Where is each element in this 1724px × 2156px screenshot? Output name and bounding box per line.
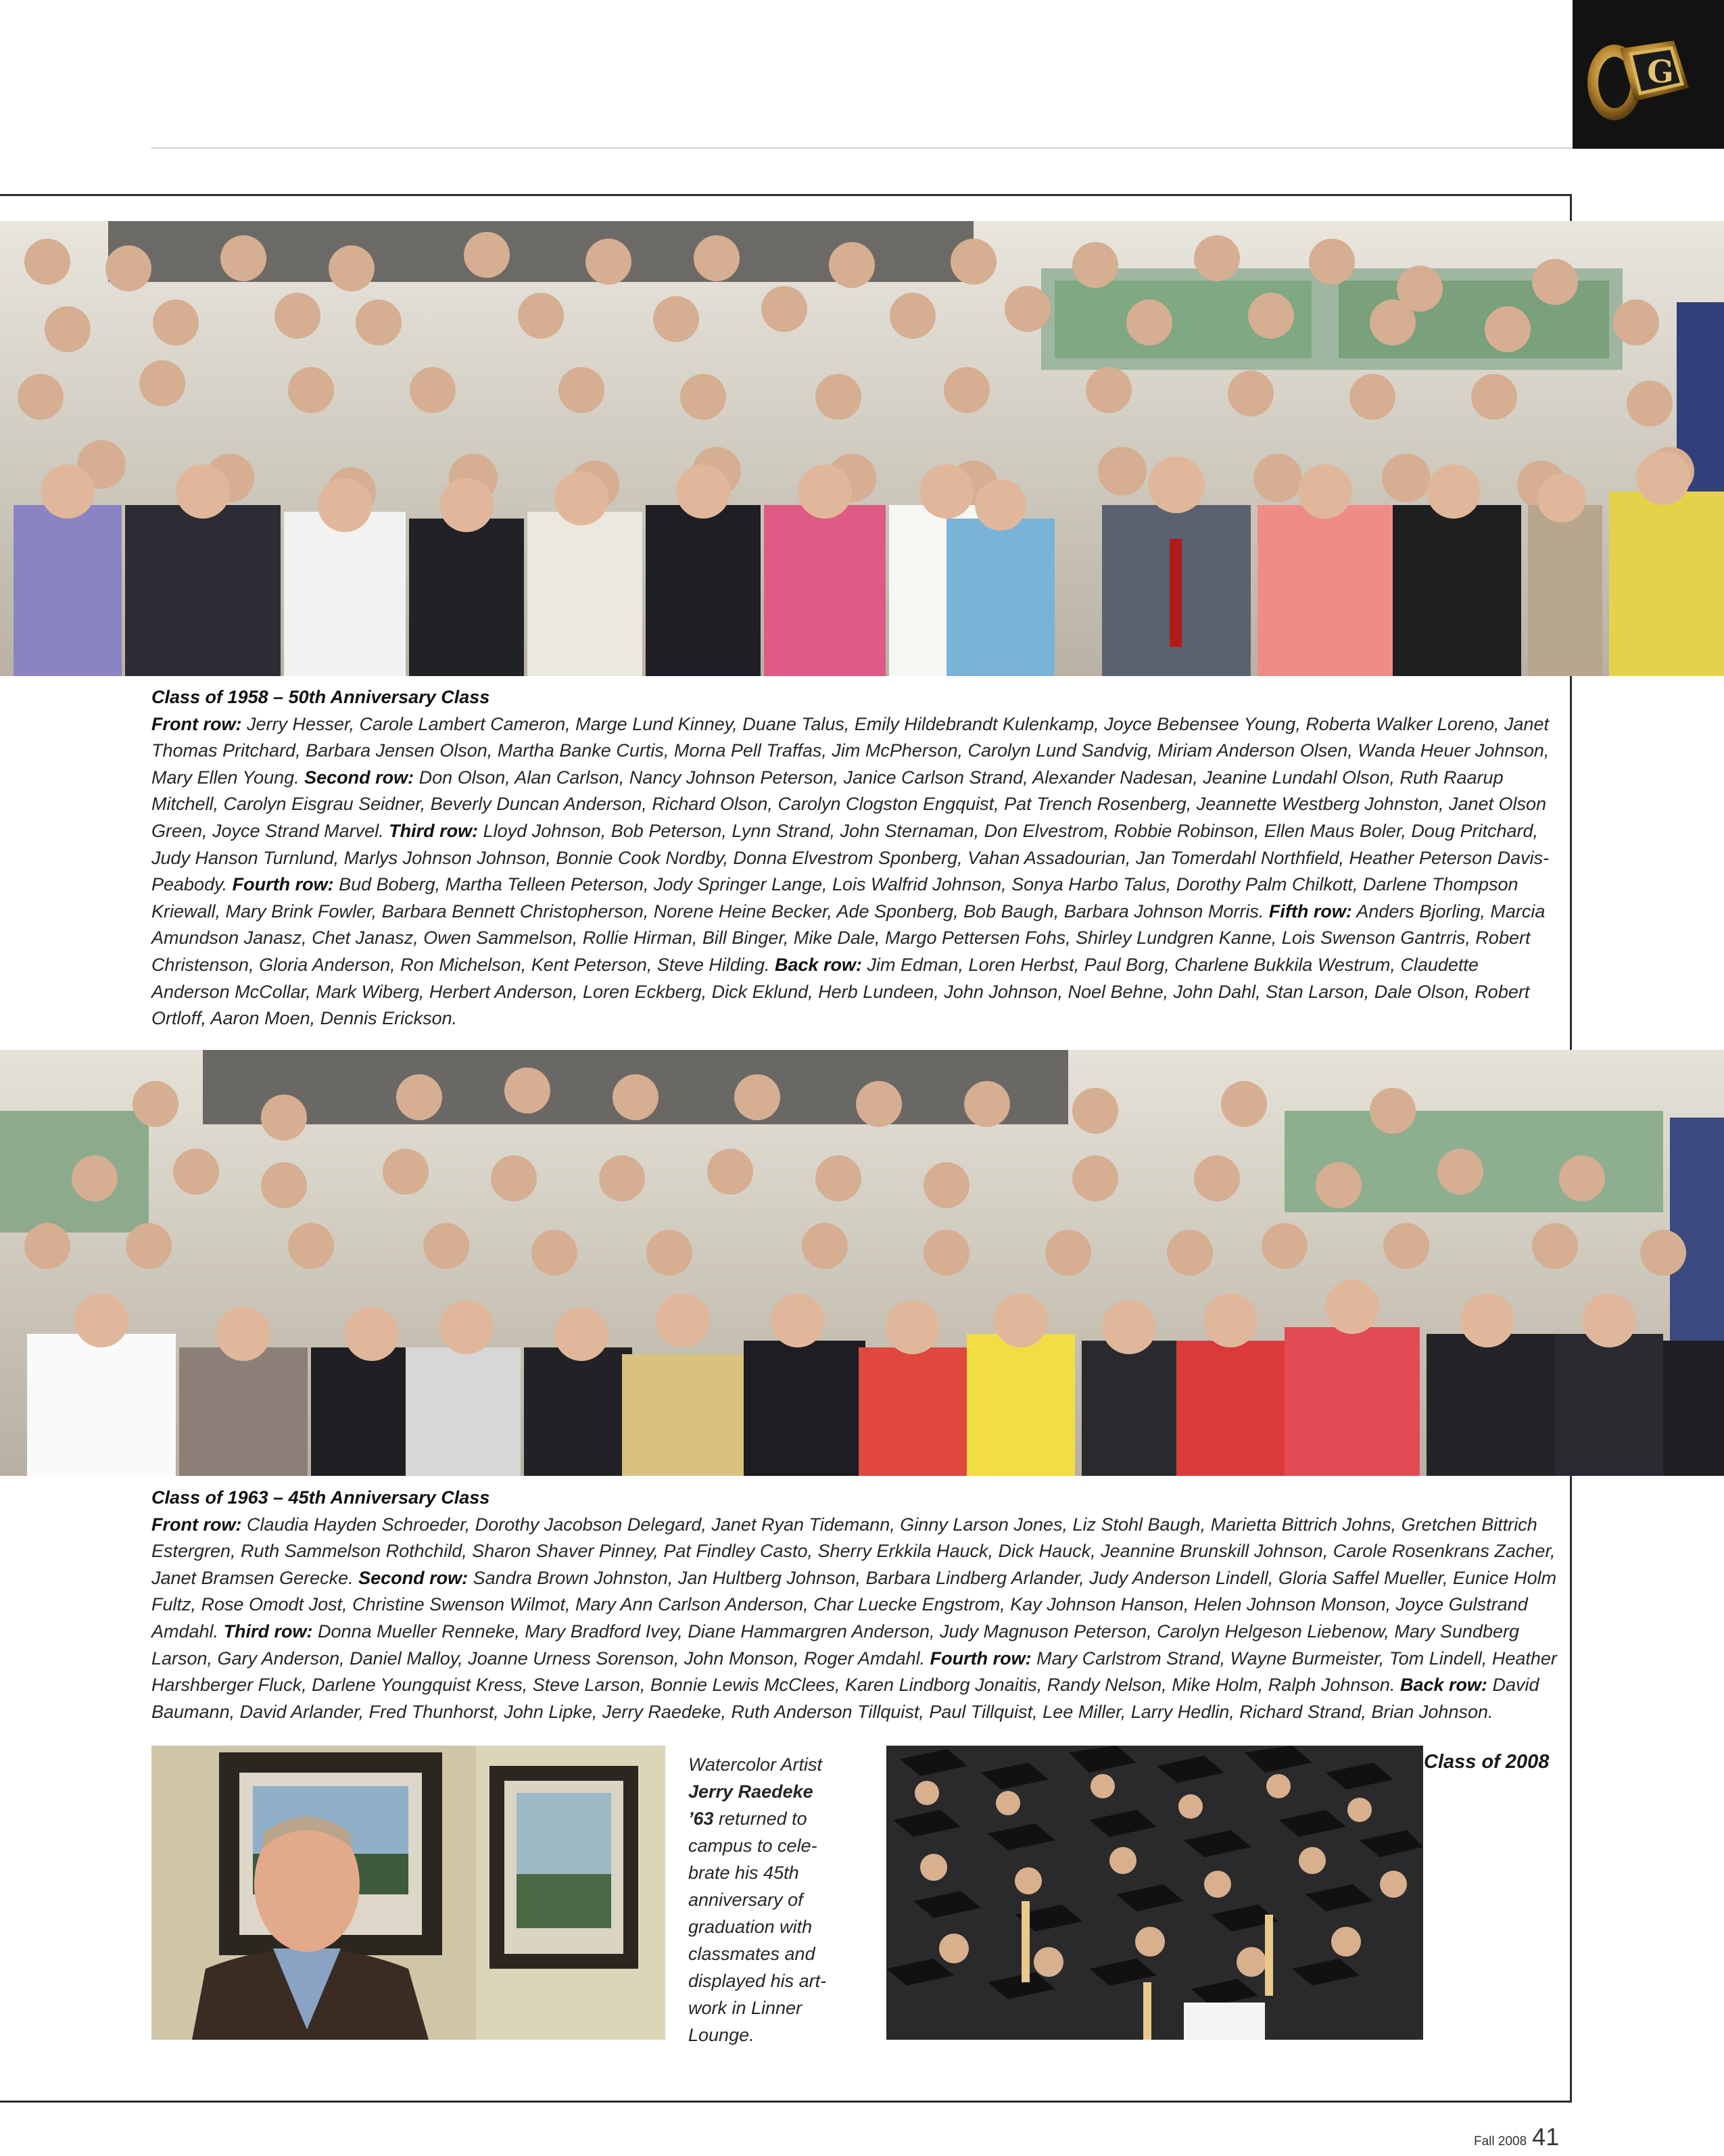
row-label: Back row: [774,954,863,975]
artist-caption-lead: Watercolor Artist [688,1754,823,1775]
fourth-row-names: Mary Carlstrom Strand, Wayne Burmeister, Tom Lindell, Heather Harshberger Fluck, Darlene Youngquist Kress, Steve Larson, Bonnie Lewis McClees, Karen Lindborg Jonaitis, Randy Nelson, Mike Holm, Ralph Johnson. [151,1648,1557,1696]
page-number: 41 [1532,2123,1560,2151]
row-label: Fifth row: [1268,901,1352,921]
frame-line-bottom [0,2101,1572,2103]
issue-season: Fall 2008 [1474,2134,1527,2149]
class-2008-label: Class of 2008 [1424,1751,1550,1773]
row-label: Front row: [151,1514,242,1535]
fifth-row-names: Anders Bjorling, Marcia Amundson Janasz, Chet Janasz, Owen Sammelson, Rollie Hirman, Bill Binger, Mike Dale, Margo Pettersen Fohs, Shirley Lundgren Kanne, Lois Swenson Gantrris, Robert Christenson, Gloria Anderson, Ron Michelson, Kent Peterson, Steve Hilding. [151,901,1546,975]
second-row-names: Don Olson, Alan Carlson, Nancy Johnson Peterson, Janice Carlson Strand, Alexander Nadesan, Jeanine Lundahl Olson, Ruth Raarup Mitchell, Carolyn Eisgrau Seidner, Beverly Duncan Anderson, Richard Olson, Carolyn Clogston Engquist, Pat Trench Rosenberg, Jeannette Westberg Johnston, Janet Olson Green, Joyce Strand Marvel. [151,767,1547,841]
row-label: Third row: [389,820,479,841]
artist-caption-text: returned to campus to cele-brate his 45th anniversary of graduation with classmates and displayed his art-work in Linner Lounge. [688,1808,827,2045]
back-row-names: Jim Edman, Loren Herbst, Paul Borg, Charlene Bukkila Westrum, Claudette Anderson McCollar, Mark Wiberg, Herbert Anderson, Loren Eckberg, Dick Eklund, Herb Lundeen, John Johnson, Noel Behne, John Dahl, Stan Larson, Dale Olson, Robert Ortloff, Aaron Moen, Dennis Erickson. [151,954,1530,1029]
page-folio [1474,2123,1559,2151]
artist-caption [688,1751,841,2049]
class-1958-group-photo [0,221,1724,676]
artist-portrait-photo [151,1746,665,2040]
front-row-names: Jerry Hesser, Carole Lambert Cameron, Marge Lund Kinney, Duane Talus, Emily Hildebrandt Kulenkamp, Joyce Bebensee Young, Roberta Walker Loreno, Janet Thomas Pritchard, Barbara Jensen Olson, Martha Banke Curtis, Morna Pell Traffas, Jim McPherson, Carolyn Lund Sandvig, Miriam Anderson Olsen, Wanda Heuer Johnson, Mary Ellen Young. [151,713,1550,788]
row-label: Third row: [223,1621,313,1642]
second-row-names: Sandra Brown Johnston, Jan Hultberg Johnson, Barbara Lindberg Arlander, Judy Anderson Lindell, Gloria Saffel Mueller, Eunice Holm Fultz, Rose Omodt Jost, Christine Swenson Wilmot, Mary Ann Carlson Anderson, Char Luecke Engstrom, Kay Johnson Hanson, Helen Johnson Monson, Joyce Gulstrand Amdahl. [151,1567,1557,1642]
front-row-names: Claudia Hayden Schroeder, Dorothy Jacobson Delegard, Janet Ryan Tidemann, Ginny Larson Jones, Liz Stohl Baugh, Marietta Bittrich Johns, Gretchen Bittrich Estergren, Ruth Sammelson Rothchild, Sharon Shaver Pinney, Pat Findley Casto, Sherry Erkkila Hauck, Dick Hauck, Jeannine Brunskill Johnson, Carole Rosenkrans Zacher, Janet Bramsen Gerecke. [151,1514,1556,1588]
artist-name: Jerry Raedeke ’63 [688,1781,813,1829]
class-1963-caption [151,1485,1558,1725]
row-label: Second row: [304,767,414,788]
header-rule [151,147,1573,149]
back-row-names: David Baumann, David Arlander, Fred Thunhorst, John Lipke, Jerry Raedeke, Ruth Anderson Tillquist, Paul Tillquist, Lee Miller, Larry Hedlin, Richard Strand, Brian Johnson. [151,1675,1539,1722]
third-row-names: Donna Mueller Renneke, Mary Bradford Ivey, Diane Hammargren Anderson, Judy Magnuson Peterson, Carolyn Helgeson Liebenow, Mary Sundberg Larson, Gary Anderson, Daniel Malloy, Joanne Urness Sorenson, John Monson, Roger Amdahl. [151,1621,1519,1669]
row-label: Second row: [358,1567,469,1588]
class-1958-caption [151,684,1558,1032]
class-1963-group-photo [0,1050,1724,1476]
row-label: Front row: [151,713,242,734]
frame-line-top [0,194,1572,196]
class-1963-title: Class of 1963 – 45th Anniversary Class [151,1487,490,1508]
fourth-row-names: Bud Boberg, Martha Telleen Peterson, Jody Springer Lange, Lois Walfrid Johnson, Sonya Harbo Talus, Dorothy Palm Chilkott, Darlene Thompson Kriewall, Mary Brink Fowler, Barbara Bennett Christopherson, Norene Heine Becker, Ade Sponberg, Bob Baugh, Barbara Johnson Morris. [151,874,1518,921]
row-label: Fourth row: [232,874,334,895]
ring-letter: G [1647,53,1674,90]
third-row-names: Lloyd Johnson, Bob Peterson, Lynn Strand, John Sternaman, Don Elvestrom, Robbie Robinson, Ellen Maus Boler, Doug Pritchard, Judy Hanson Turnlund, Marlys Johnson Johnson, Bonnie Cook Nordby, Donna Elvestrom Sponberg, Vahan Assadourian, Jan Tomerdahl Northfield, Heather Peterson Davis-Peabody. [151,820,1550,895]
row-label: Fourth row: [930,1648,1032,1669]
row-label: Back row: [1399,1675,1487,1696]
class-ring-photo [1573,0,1724,149]
class-2008-graduation-photo [886,1746,1423,2040]
class-1958-title: Class of 1958 – 50th Anniversary Class [151,687,490,707]
